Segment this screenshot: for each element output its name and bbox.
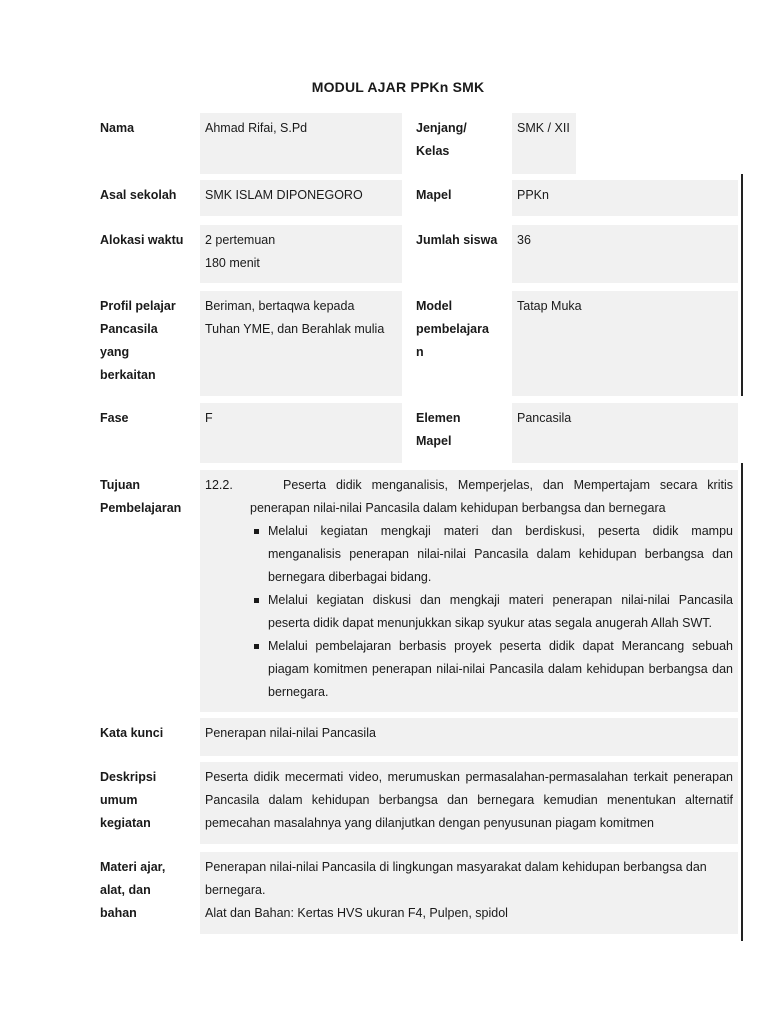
table-right-border: [741, 463, 743, 941]
model-pembelajaran-value: Tatap Muka: [512, 291, 738, 396]
tujuan-first-line: [205, 474, 733, 497]
elemen-mapel-label: Elemen Mapel: [416, 411, 461, 448]
tujuan-first-text: Peserta didik menganalisis, Memperjelas, dan Mempertajam secara kritis: [283, 478, 733, 492]
materi-line-2: Alat dan Bahan: Kertas HVS ukuran F4, Pulpen, spidol: [205, 906, 508, 920]
table-right-border: [741, 174, 743, 396]
tujuan-pembelajaran-value: [200, 470, 738, 712]
profil-pelajar-value: Beriman, bertaqwa kepada Tuhan YME, dan Berahlak mulia: [200, 291, 402, 396]
elemen-mapel-value: Pancasila: [512, 403, 738, 463]
tujuan-second-line: penerapan nilai-nilai Pancasila dalam kehidupan berbangsa dan bernegara: [250, 501, 666, 515]
fase-value: F: [200, 403, 402, 463]
asal-sekolah-label: Asal sekolah: [100, 188, 177, 202]
materi-line-1: Penerapan nilai-nilai Pancasila di lingkungan masyarakat dalam kehidupan berbangsa dan bernegara.: [205, 860, 707, 897]
model-pembelajaran-label: Model pembelajara n: [416, 299, 489, 359]
asal-sekolah-value: SMK ISLAM DIPONEGORO: [200, 180, 402, 216]
tujuan-number: 12.2.: [205, 478, 233, 492]
kata-kunci-label: Kata kunci: [100, 726, 164, 740]
document-title: MODUL AJAR PPKn SMK: [311, 79, 485, 95]
mapel-label: Mapel: [416, 188, 452, 202]
deskripsi-value: Peserta didik mecermati video, merumuskan permasalahan-permasalahan terkait penerapan Pancasila dalam kehidupan berbangsa dan bernegara kemudian menentukan alternatif pemecahan masalahnya yang dilanjutkan dengan penyusunan piagam komitmen: [200, 762, 738, 844]
jumlah-siswa-value: 36: [512, 225, 738, 283]
alokasi-waktu-value: 2 pertemuan 180 menit: [200, 225, 402, 283]
materi-ajar-label: Materi ajar, alat, dan bahan: [100, 860, 166, 920]
nama-value: Ahmad Rifai, S.Pd: [200, 113, 402, 174]
mapel-value: PPKn: [512, 180, 738, 216]
list-item: Melalui kegiatan diskusi dan mengkaji materi penerapan nilai-nilai Pancasila peserta didik dapat menunjukkan sikap syukur atas segala anugerah Allah SWT.: [205, 589, 733, 635]
tujuan-bullet-list: [205, 520, 733, 704]
jenjang-value: SMK / XII: [512, 113, 576, 174]
alokasi-waktu-label: Alokasi waktu: [100, 233, 184, 247]
fase-label: Fase: [100, 411, 129, 425]
kata-kunci-value: Penerapan nilai-nilai Pancasila: [200, 718, 738, 756]
list-item: Melalui pembelajaran berbasis proyek peserta didik dapat Merancang sebuah piagam komitmen penerapan nilai-nilai Pancasila dalam kehidupan berbangsa dan bernegara.: [205, 635, 733, 704]
tujuan-pembelajaran-label: Tujuan Pembelajaran: [100, 478, 182, 515]
deskripsi-label: Deskripsi umum kegiatan: [100, 770, 157, 830]
jumlah-siswa-label: Jumlah siswa: [416, 233, 498, 247]
jenjang-label: Jenjang/ Kelas: [416, 121, 467, 158]
profil-pelajar-label: Profil pelajar Pancasila yang berkaitan: [100, 299, 176, 382]
nama-label: Nama: [100, 121, 135, 135]
list-item: Melalui kegiatan mengkaji materi dan berdiskusi, peserta didik mampu menganalisis penerapan nilai-nilai Pancasila dalam kehidupan berbangsa dan bernegara diberbagai bidang.: [205, 520, 733, 589]
materi-ajar-value: [200, 852, 738, 934]
